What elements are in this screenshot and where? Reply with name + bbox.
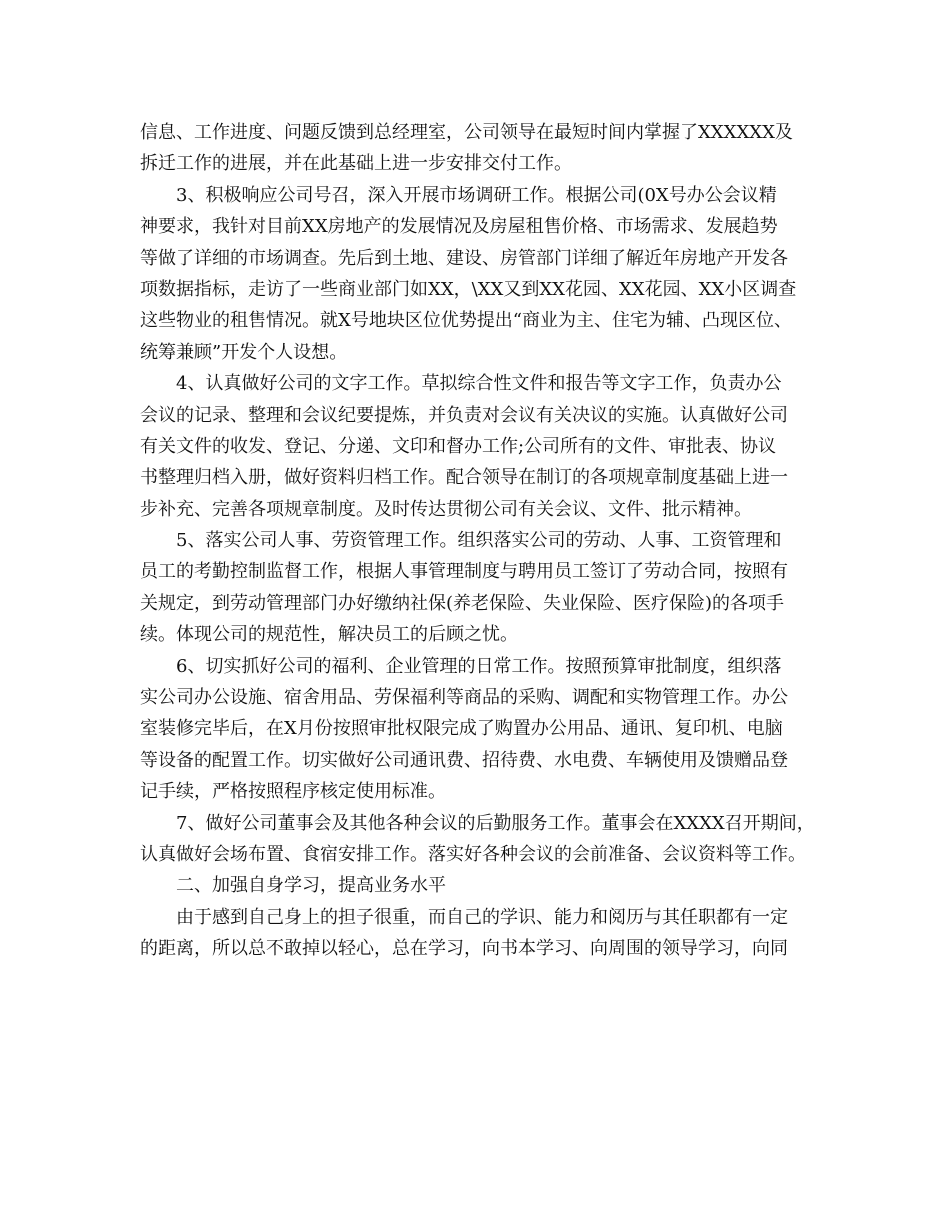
text-line: 会议的记录、整理和会议纪要提炼，并负责对会议有关决议的实施。认真做好公司 bbox=[140, 404, 788, 426]
text-line: 续。体现公司的规范性，解决员工的后顾之忧。 bbox=[140, 624, 518, 646]
text-line: 这些物业的租售情况。就X号地块区位优势提出“商业为主、住宅为辅、凸现区位、 bbox=[140, 310, 793, 332]
paragraph-6-start: 6、切实抓好公司的福利、企业管理的日常工作。按照预算审批制度，组织落 bbox=[176, 655, 782, 677]
text-line: 等做了详细的市场调查。先后到土地、建设、房管部门详细了解近年房地产开发各 bbox=[140, 247, 788, 269]
section-heading: 二、加强自身学习，提高业务水平 bbox=[176, 875, 446, 897]
text-line: 项数据指标，走访了一些商业部门如XX，\XX又到XX花园、XX花园、XX小区调查 bbox=[140, 278, 797, 300]
document-body bbox=[140, 117, 826, 965]
text-line: 等设备的配置工作。切实做好公司通讯费、招待费、水电费、车辆使用及馈赠品登 bbox=[140, 749, 788, 771]
text-line: 的距离，所以总不敢掉以轻心，总在学习，向书本学习、向周围的领导学习，向同 bbox=[140, 938, 788, 960]
text-line: 认真做好会场布置、食宿安排工作。落实好各种会议的会前准备、会议资料等工作。 bbox=[140, 843, 806, 865]
text-line: 统筹兼顾”开发个人设想。 bbox=[140, 341, 348, 363]
text-line: 记手续，严格按照程序核定使用标准。 bbox=[140, 781, 446, 803]
text-line: 员工的考勤控制监督工作，根据人事管理制度与聘用员工签订了劳动合同，按照有 bbox=[140, 561, 788, 583]
text-line: 步补充、完善各项规章制度。及时传达贯彻公司有关会议、文件、批示精神。 bbox=[140, 498, 752, 520]
paragraph-3-start: 3、积极响应公司号召，深入开展市场调研工作。根据公司(0X号办公会议精 bbox=[176, 184, 777, 206]
text-line: 信息、工作进度、问题反馈到总经理室，公司领导在最短时间内掌握了XXXXXX及 bbox=[140, 122, 793, 143]
text-line: 拆迁工作的进展，并在此基础上进一步安排交付工作。 bbox=[140, 153, 572, 175]
text-line: 神要求，我针对目前XX房地产的发展情况及房屋租售价格、市场需求、发展趋势 bbox=[140, 216, 778, 238]
paragraph-4-start: 4、认真做好公司的文字工作。草拟综合性文件和报告等文字工作，负责办公 bbox=[176, 373, 782, 395]
text-line: 有关文件的收发、登记、分递、文印和督办工作;公司所有的文件、审批表、协议 bbox=[140, 435, 777, 457]
paragraph-study-start: 由于感到自己身上的担子很重，而自己的学识、能力和阅历与其任职都有一定 bbox=[176, 906, 788, 928]
text-line: 实公司办公设施、宿舍用品、劳保福利等商品的采购、调配和实物管理工作。办公 bbox=[140, 687, 788, 709]
text-line: 关规定，到劳动管理部门办好缴纳社保(养老保险、失业保险、医疗保险)的各项手 bbox=[140, 592, 785, 614]
text-line: 室装修完毕后，在X月份按照审批权限完成了购置办公用品、通讯、复印机、电脑 bbox=[140, 718, 783, 740]
paragraph-7-start: 7、做好公司董事会及其他各种会议的后勤服务工作。董事会在XXXX召开期间， bbox=[176, 812, 815, 834]
text-line: 书整理归档入册，做好资料归档工作。配合领导在制订的各项规章制度基础上进一 bbox=[140, 467, 788, 489]
paragraph-5-start: 5、落实公司人事、劳资管理工作。组织落实公司的劳动、人事、工资管理和 bbox=[176, 530, 782, 552]
